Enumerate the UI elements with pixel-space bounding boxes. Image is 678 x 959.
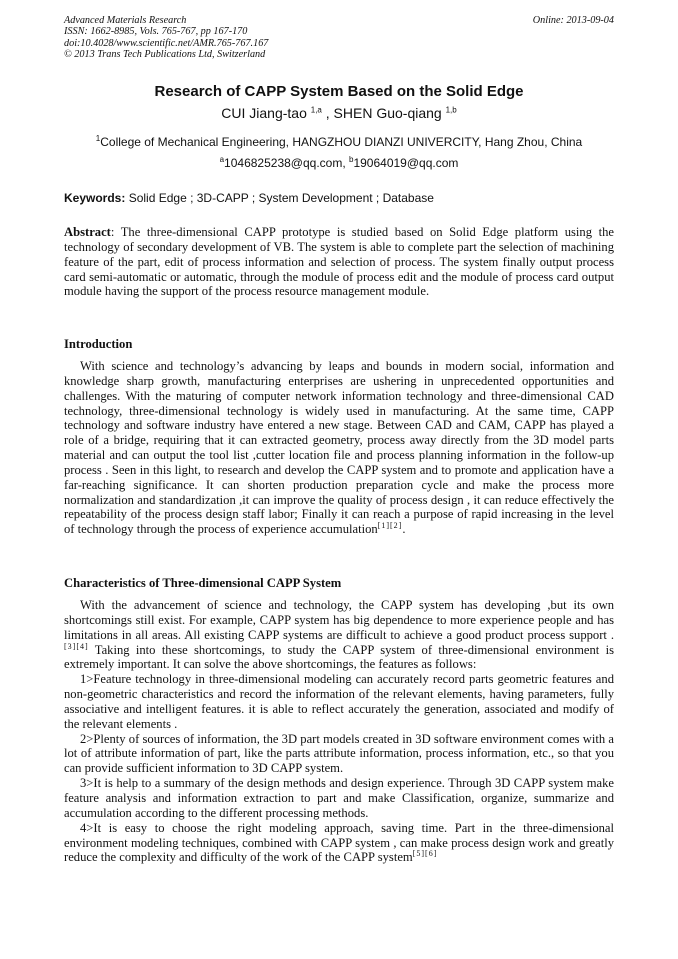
author-name: CUI Jiang-tao [221,105,311,121]
doi-line: doi:10.4028/www.scientific.net/AMR.765-767.167 [64,37,269,49]
section-heading-introduction: Introduction [64,337,133,351]
feature-item: 2>Plenty of sources of information, the 3D part models created in 3D software environment comes with a lot of attribute information of part, like the parts attribute information, process information, etc., so that you can provide sufficient information to 3D CAPP system. [64,731,614,776]
author-affiliation-mark: 1,a [310,105,322,115]
citation: [5][6] [412,849,438,859]
abstract-label: Abstract [64,225,111,239]
citation: [1][2] [377,521,403,531]
introduction-text: With science and technology’s advancing by leaps and bounds in modern social, information and knowledge sharp growth, manufacturing enterprises are ushering in unprecedented opportunities and challenges. With the maturing of computer network information technology and three-dimensional CAD technology, three-dimensional technology is widely used in manufacturing. At the same time, CAPP technology and software industry have entered a new stage. Between CAD and CAM, CAPP has played a role of a bridge, requiring that it can extracted geometry, process away directly from the 3D model parts material and can output the tool list ,cutter location file and process planning information in the follow-up process . Seen in this light, to research and develop the CAPP system and to promote and application have a far-reaching significance. It can shorten production preparation cycle and make the process more normalization and standardization ,it can improve the quality of process design , it can reduce effectively the repeatability of the process design staff labor; Finally it can reach a purpose of rapid increasing in the level of technology through the process of experience accumulation [64,359,614,537]
affiliation-text: College of Mechanical Engineering, HANGZHOU DIANZI UNIVERCITY, Hang Zhou, China [100,135,583,149]
copyright-line: © 2013 Trans Tech Publications Ltd, Switzerland [64,48,266,60]
email-line [0,156,678,170]
characteristics-body [64,598,614,865]
journal-name: Advanced Materials Research [64,15,187,26]
citation: [3][4] [64,641,89,651]
author-affiliation-mark: 1,b [445,105,457,115]
keywords-text: Solid Edge ; 3D-CAPP ; System Development ; Database [125,191,434,205]
journal-header [64,15,268,60]
abstract-text: : The three-dimensional CAPP prototype is studied based on Solid Edge platform using the technology of secondary development of VB. The system is able to complete part the selection of machining feature of the part, edit of process information and selection of process. The system finally output process card semi-automatic or automatic, through the module of process edit and the module of process card output module having the support of the process resource management module. [64,225,614,299]
feature-item: 4>It is easy to choose the right modeling approach, saving time. Part in the three-dimensional environment modeling techniques, combined with CAPP system , can make process design work and greatly reduce the complexity and difficulty of the work of the CAPP system [64,820,614,865]
online-date: Online: 2013-09-04 [532,15,614,26]
issn-line: ISSN: 1662-8985, Vols. 765-767, pp 167-170 [64,26,248,38]
keywords-label: Keywords: [64,191,126,205]
email-address: 1046825238@qq.com, [224,156,349,170]
feature-item: 1>Feature technology in three-dimensional modeling can accurately record parts geometric features and non-geometric characteristics and record the information of the relevant elements, having parameters, fully associative and intelligent features. it is able to reflect accurately the generation, associated and modify of the relevant elements . [64,672,614,731]
author-separator: , [321,105,334,121]
paragraph-text: Taking into these shortcomings, to study the CAPP system of three-dimensional environment is extremely important. It can solve the above shortcomings, the features as follows: [64,642,614,672]
email-mark: b [349,155,354,164]
keywords [64,191,434,205]
email-address: 19064019@qq.com [353,156,459,170]
abstract [64,225,614,299]
section-heading-characteristics: Characteristics of Three-dimensional CAPP System [64,576,342,590]
paper-title: Research of CAPP System Based on the Solid Edge [154,83,524,100]
introduction-body [64,359,614,537]
sentence-end: . [402,522,406,537]
author-line [0,105,678,121]
affiliation-mark: 1 [95,134,101,143]
feature-item: 3>It is help to a summary of the design methods and design experience. Through 3D CAPP system make feature analysis and information extraction to part and make Classification, organize, summarize and accumulation according to the different processing methods. [64,776,614,820]
affiliation [0,135,678,149]
paragraph-text: With the advancement of science and technology, the CAPP system has developing ,but its own shortcomings still exist. For example, CAPP system has big dependence to more experience people and has limitations in all areas. All existing CAPP systems are difficult to achieve a good product process support . [64,598,614,642]
author-name: SHEN Guo-qiang [333,105,446,121]
email-mark: a [219,155,225,164]
